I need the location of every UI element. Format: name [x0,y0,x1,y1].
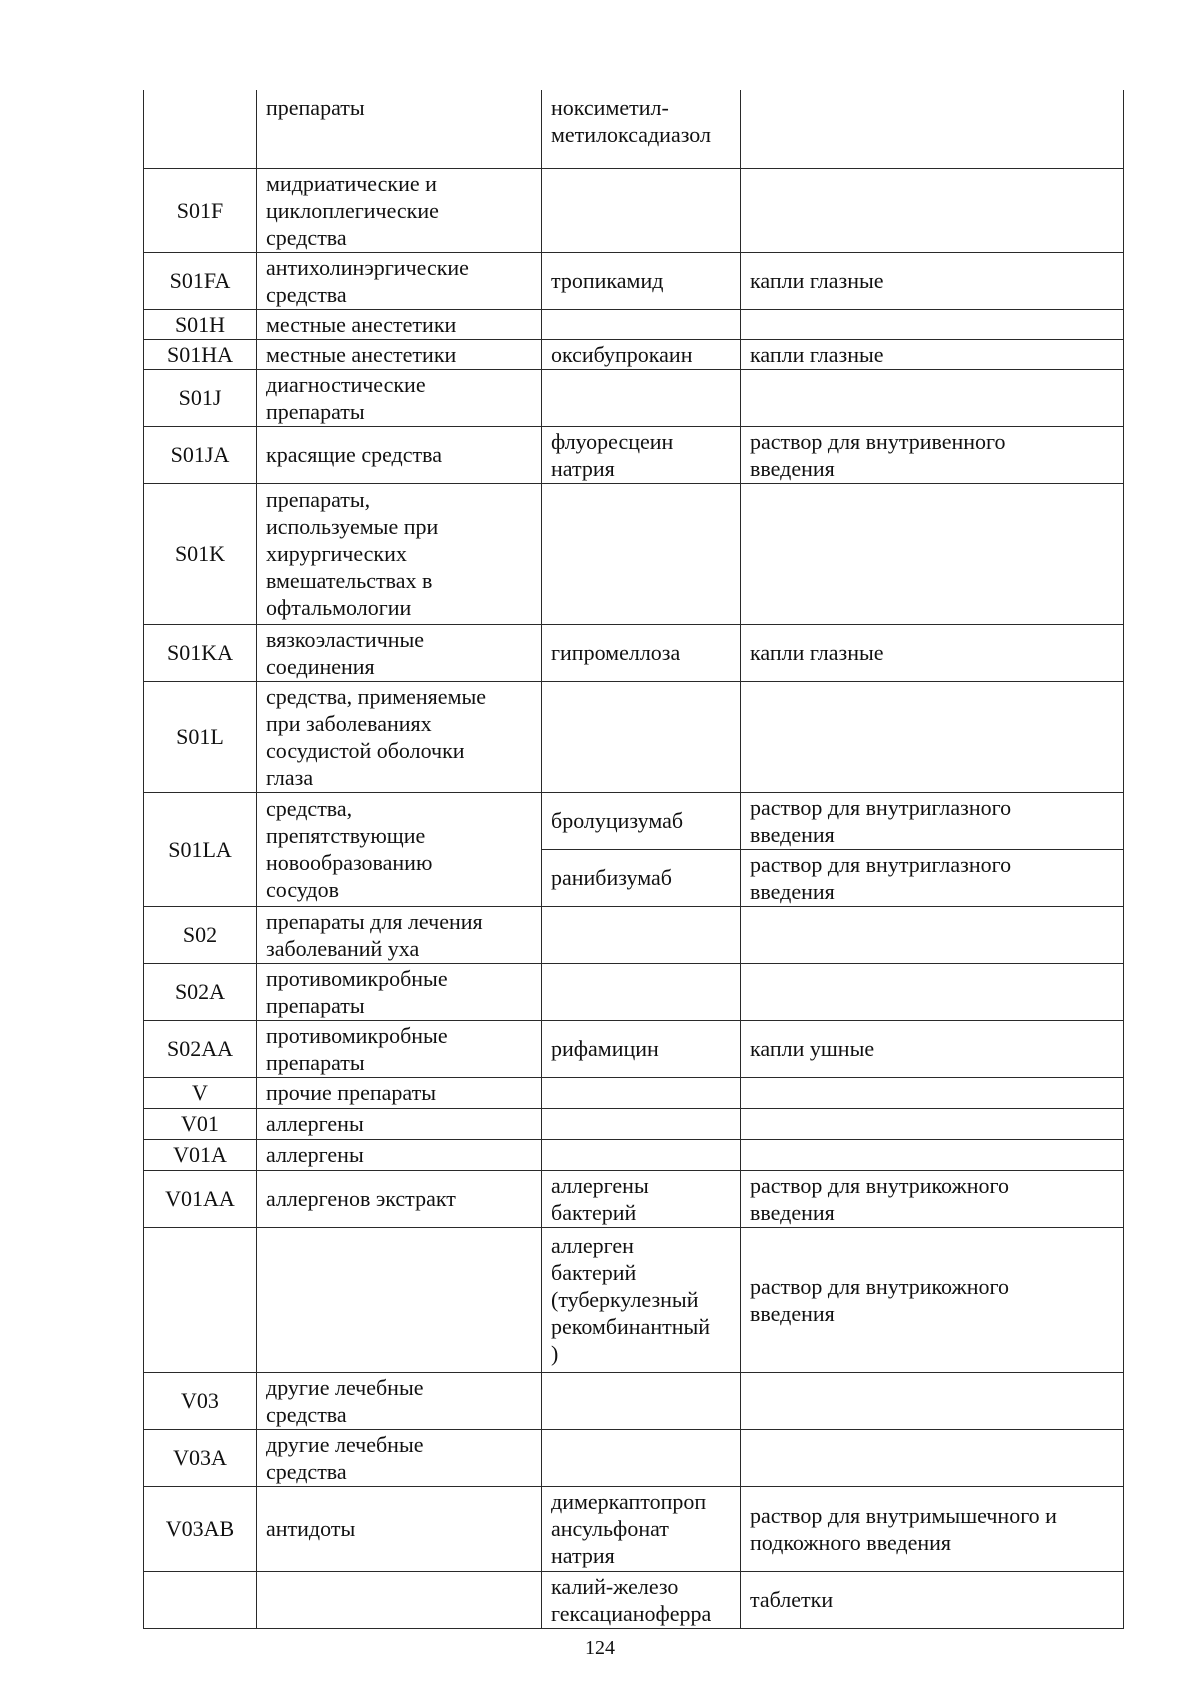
group-name-cell: препараты, используемые при хирургических вмешательствах в офтальмологии [257,483,542,624]
atc-code-cell: S01JA [144,426,257,483]
drug-name-cell [542,483,741,624]
table-row [144,339,1124,369]
dosage-form-cell: капли глазные [741,339,1124,369]
drug-name-cell: оксибупрокаин [542,339,741,369]
drug-name-cell: тропикамид [542,252,741,309]
group-name-cell: вязкоэластичные соединения [257,624,542,681]
dosage-form-cell [741,906,1124,963]
dosage-form-cell [741,483,1124,624]
group-name-cell: аллергены [257,1139,542,1170]
table-row [144,1020,1124,1077]
atc-code-cell: S01FA [144,252,257,309]
atc-code-cell: V03A [144,1429,257,1486]
atc-code-cell: S01F [144,168,257,252]
drug-name-cell [542,1139,741,1170]
dosage-form-cell [741,168,1124,252]
drug-name-cell: аллерген бактерий (туберкулезный рекомбинантный ) [542,1227,741,1372]
atc-code-cell: S01H [144,309,257,339]
dosage-form-cell [741,681,1124,792]
dosage-form-cell [741,1372,1124,1429]
table-row [144,963,1124,1020]
dosage-form-cell [741,369,1124,426]
drug-name-cell: ранибизумаб [542,849,741,906]
dosage-form-cell [741,1139,1124,1170]
dosage-form-cell: капли глазные [741,252,1124,309]
dosage-form-cell [741,90,1124,168]
drug-name-cell: рифамицин [542,1020,741,1077]
dosage-form-cell: раствор для внутрикожного введения [741,1227,1124,1372]
atc-code-cell: S02AA [144,1020,257,1077]
group-name-cell: прочие препараты [257,1077,542,1108]
dosage-form-cell: раствор для внутрикожного введения [741,1170,1124,1227]
drug-name-cell: гипромеллоза [542,624,741,681]
table-row [144,792,1124,849]
dosage-form-cell: капли глазные [741,624,1124,681]
table-row [144,1372,1124,1429]
atc-code-cell: V [144,1077,257,1108]
dosage-form-cell [741,1077,1124,1108]
group-name-cell: мидриатические и циклоплегические средства [257,168,542,252]
atc-code-cell: S01LA [144,792,257,906]
drug-name-cell: аллергены бактерий [542,1170,741,1227]
table-row [144,1077,1124,1108]
dosage-form-cell [741,963,1124,1020]
dosage-form-cell: капли ушные [741,1020,1124,1077]
group-name-cell: местные анестетики [257,309,542,339]
dosage-form-cell: раствор для внутриглазного введения [741,849,1124,906]
table-row [144,1227,1124,1372]
atc-code-cell: S01L [144,681,257,792]
atc-code-cell: S01K [144,483,257,624]
group-name-cell: местные анестетики [257,339,542,369]
drug-name-cell [542,963,741,1020]
drug-name-cell: флуоресцеин натрия [542,426,741,483]
table-row [144,1486,1124,1571]
group-name-cell: препараты [257,90,542,168]
atc-code-cell: V03AB [144,1486,257,1571]
drug-name-cell [542,309,741,339]
dosage-form-cell: раствор для внутримышечного и подкожного введения [741,1486,1124,1571]
group-name-cell [257,1227,542,1372]
table-row [144,624,1124,681]
page-number: 124 [585,1637,615,1659]
group-name-cell: антидоты [257,1486,542,1571]
dosage-form-cell: раствор для внутривенного введения [741,426,1124,483]
atc-code-cell: S01KA [144,624,257,681]
table-row [144,1571,1124,1628]
group-name-cell: средства, применяемые при заболеваниях сосудистой оболочки глаза [257,681,542,792]
drug-name-cell [542,1108,741,1139]
dosage-form-cell: раствор для внутриглазного введения [741,792,1124,849]
group-name-cell: препараты для лечения заболеваний уха [257,906,542,963]
group-name-cell: аллергены [257,1108,542,1139]
drug-name-cell: ноксиметил- метилоксадиазол [542,90,741,168]
group-name-cell: диагностические препараты [257,369,542,426]
group-name-cell: средства, препятствующие новообразованию сосудов [257,792,542,906]
table-row [144,1170,1124,1227]
table-row [144,1139,1124,1170]
atc-code-cell: S01J [144,369,257,426]
group-name-cell: антихолинэргические средства [257,252,542,309]
atc-drug-table [143,90,1124,1629]
table-row [144,681,1124,792]
dosage-form-cell [741,1108,1124,1139]
atc-code-cell: S02 [144,906,257,963]
atc-code-cell: V01A [144,1139,257,1170]
drug-name-cell [542,369,741,426]
atc-table-body [144,90,1124,1628]
atc-code-cell: V01AA [144,1170,257,1227]
table-row [144,426,1124,483]
dosage-form-cell [741,309,1124,339]
drug-name-cell [542,1077,741,1108]
table-row [144,252,1124,309]
table-row [144,309,1124,339]
drug-name-cell: бролуцизумаб [542,792,741,849]
drug-name-cell: калий-железо гексацианоферра [542,1571,741,1628]
drug-name-cell [542,906,741,963]
atc-code-cell: V03 [144,1372,257,1429]
table-row [144,168,1124,252]
atc-code-cell [144,90,257,168]
dosage-form-cell: таблетки [741,1571,1124,1628]
drug-name-cell [542,168,741,252]
table-row [144,369,1124,426]
group-name-cell: другие лечебные средства [257,1429,542,1486]
group-name-cell: красящие средства [257,426,542,483]
atc-code-cell [144,1571,257,1628]
atc-code-cell: V01 [144,1108,257,1139]
group-name-cell: другие лечебные средства [257,1372,542,1429]
dosage-form-cell [741,1429,1124,1486]
group-name-cell: аллергенов экстракт [257,1170,542,1227]
table-row [144,90,1124,168]
group-name-cell: противомикробные препараты [257,963,542,1020]
drug-name-cell: димеркаптопроп ансульфонат натрия [542,1486,741,1571]
table-row [144,1429,1124,1486]
table-row [144,906,1124,963]
drug-name-cell [542,1429,741,1486]
table-row [144,1108,1124,1139]
table-row [144,483,1124,624]
group-name-cell: противомикробные препараты [257,1020,542,1077]
atc-code-cell [144,1227,257,1372]
atc-code-cell: S02A [144,963,257,1020]
atc-code-cell: S01HA [144,339,257,369]
group-name-cell [257,1571,542,1628]
drug-name-cell [542,681,741,792]
drug-name-cell [542,1372,741,1429]
